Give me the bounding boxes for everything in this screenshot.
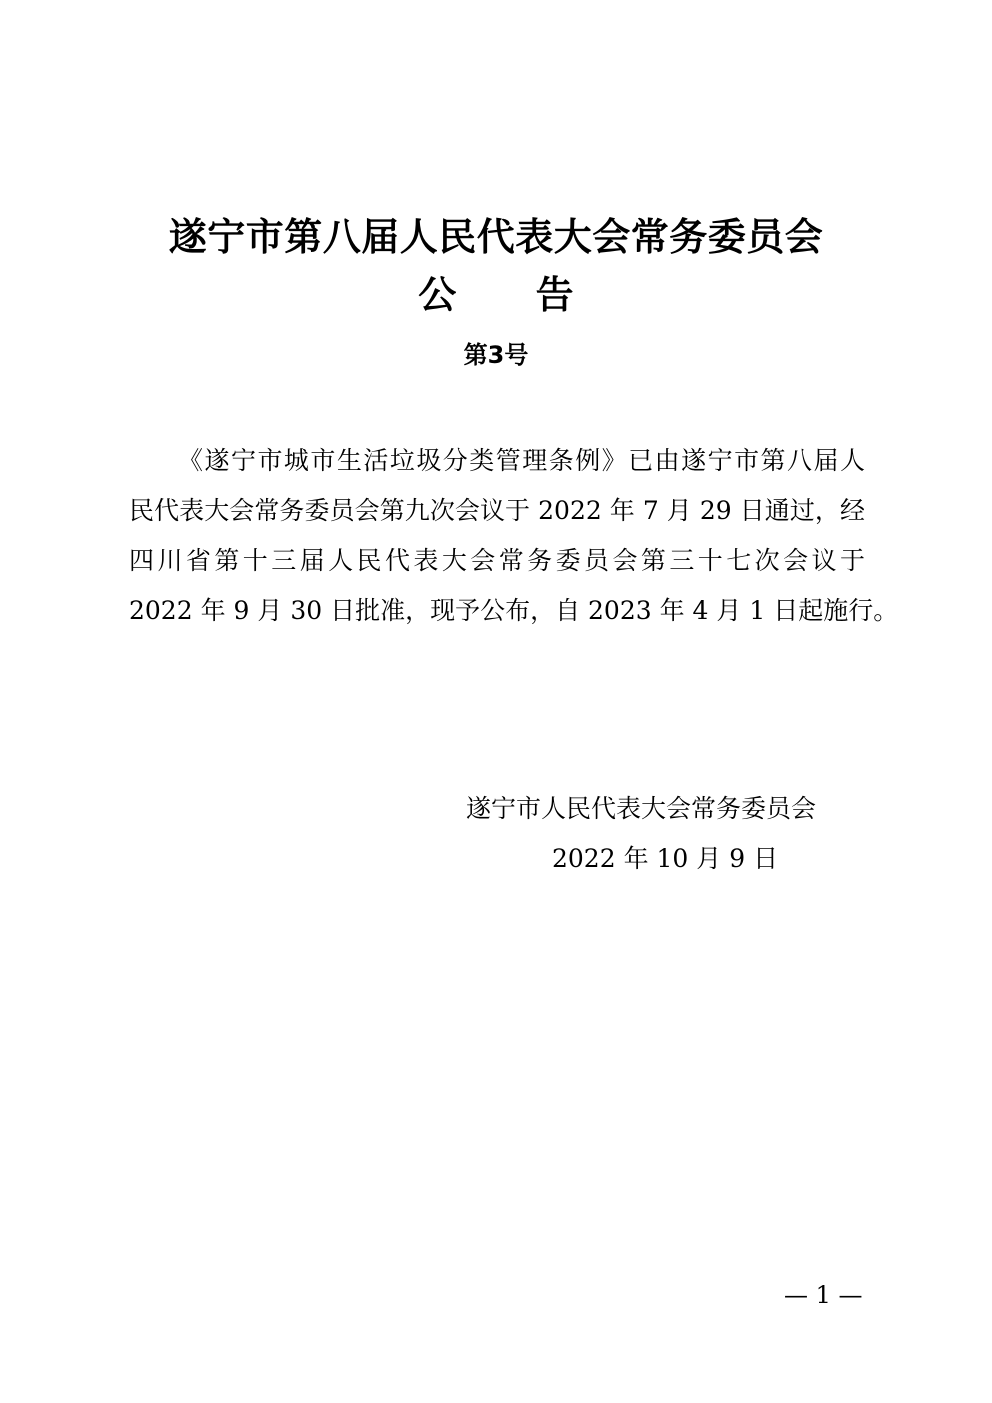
body-line: 《遂宁市城市生活垃圾分类管理条例》已由遂宁市第八届人 — [178, 446, 865, 475]
signature-date: 2022 年 10 月 9 日 — [552, 844, 779, 873]
signature-organization: 遂宁市人民代表大会常务委员会 — [466, 794, 817, 823]
document-type-heading: 公 告 — [418, 273, 574, 317]
page-number: — 1 — — [784, 1281, 863, 1309]
issuing-organization-title: 遂宁市第八届人民代表大会常务委员会 — [168, 215, 824, 259]
body-line: 四川省第十三届人民代表大会常务委员会第三十七次会议于 — [129, 546, 865, 575]
document-number: 第3号 — [463, 341, 529, 369]
body-line: 2022 年 9 月 30 日批准，现予公布，自 2023 年 4 月 1 日起施行。 — [129, 596, 899, 625]
body-line: 民代表大会常务委员会第九次会议于 2022 年 7 月 29 日通过，经 — [129, 496, 865, 525]
